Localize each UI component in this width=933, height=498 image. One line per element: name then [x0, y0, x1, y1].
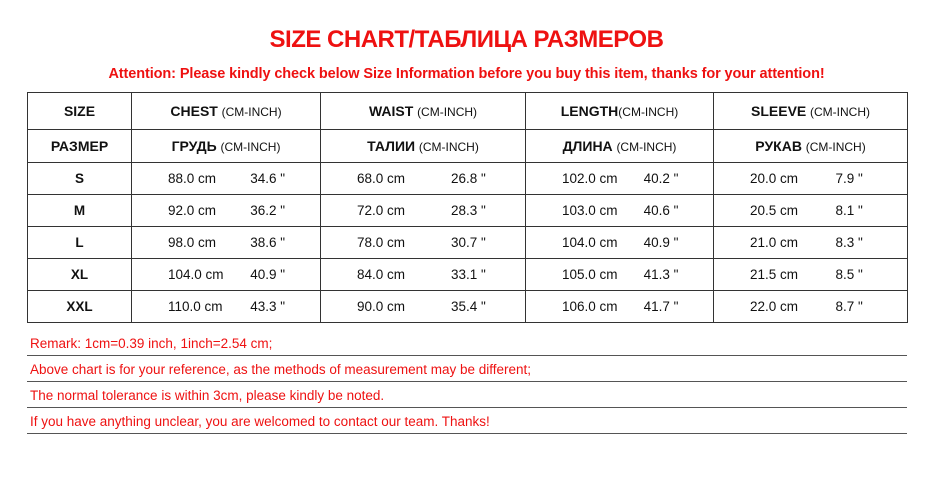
header-waist: WAIST (CM-INCH) [321, 93, 526, 130]
size-cell: M [28, 195, 132, 227]
header-size-ru: РАЗМЕР [28, 130, 132, 163]
chest-cell: 98.0 cm 38.6 " [132, 227, 321, 259]
chest-cell: 92.0 cm 36.2 " [132, 195, 321, 227]
contact-note: If you have anything unclear, you are welcomed to contact our team. Thanks! [27, 408, 907, 434]
waist-cell: 68.0 cm 26.8 " [321, 163, 526, 195]
header-length-ru: ДЛИНА (CM-INCH) [526, 130, 714, 163]
size-cell: L [28, 227, 132, 259]
header-sleeve-ru: РУКАВ (CM-INCH) [714, 130, 908, 163]
sleeve-cell: 22.0 cm 8.7 " [714, 291, 908, 323]
table-row [28, 291, 908, 323]
waist-cell: 84.0 cm 33.1 " [321, 259, 526, 291]
size-chart-table [27, 92, 908, 323]
size-cell: S [28, 163, 132, 195]
header-waist-ru: ТАЛИИ (CM-INCH) [321, 130, 526, 163]
length-cell: 104.0 cm 40.9 " [526, 227, 714, 259]
notes-section [27, 330, 907, 434]
length-cell: 106.0 cm 41.7 " [526, 291, 714, 323]
table-row [28, 163, 908, 195]
length-cell: 105.0 cm 41.3 " [526, 259, 714, 291]
header-row-ru [28, 130, 908, 163]
sleeve-cell: 21.0 cm 8.3 " [714, 227, 908, 259]
table-row [28, 195, 908, 227]
chest-cell: 104.0 cm 40.9 " [132, 259, 321, 291]
chest-cell: 110.0 cm 43.3 " [132, 291, 321, 323]
size-cell: XL [28, 259, 132, 291]
waist-cell: 90.0 cm 35.4 " [321, 291, 526, 323]
remark-note: Remark: 1cm=0.39 inch, 1inch=2.54 cm; [27, 330, 907, 356]
header-length: LENGTH(CM-INCH) [526, 93, 714, 130]
header-sleeve: SLEEVE (CM-INCH) [714, 93, 908, 130]
length-cell: 102.0 cm 40.2 " [526, 163, 714, 195]
header-size: SIZE [28, 93, 132, 130]
sleeve-cell: 21.5 cm 8.5 " [714, 259, 908, 291]
header-chest: CHEST (CM-INCH) [132, 93, 321, 130]
attention-notice: Attention: Please kindly check below Size Information before you buy this item, thanks for your attention! [108, 66, 825, 82]
waist-cell: 72.0 cm 28.3 " [321, 195, 526, 227]
page-title: SIZE CHART/ТАБЛИЦА РАЗМЕРОВ [269, 26, 664, 53]
length-cell: 103.0 cm 40.6 " [526, 195, 714, 227]
sleeve-cell: 20.5 cm 8.1 " [714, 195, 908, 227]
header-row-en [28, 93, 908, 130]
reference-note: Above chart is for your reference, as the methods of measurement may be different; [27, 356, 907, 382]
chest-cell: 88.0 cm 34.6 " [132, 163, 321, 195]
size-cell: XXL [28, 291, 132, 323]
waist-cell: 78.0 cm 30.7 " [321, 227, 526, 259]
header-chest-ru: ГРУДЬ (CM-INCH) [132, 130, 321, 163]
tolerance-note: The normal tolerance is within 3cm, please kindly be noted. [27, 382, 907, 408]
table-row [28, 227, 908, 259]
sleeve-cell: 20.0 cm 7.9 " [714, 163, 908, 195]
table-row [28, 259, 908, 291]
